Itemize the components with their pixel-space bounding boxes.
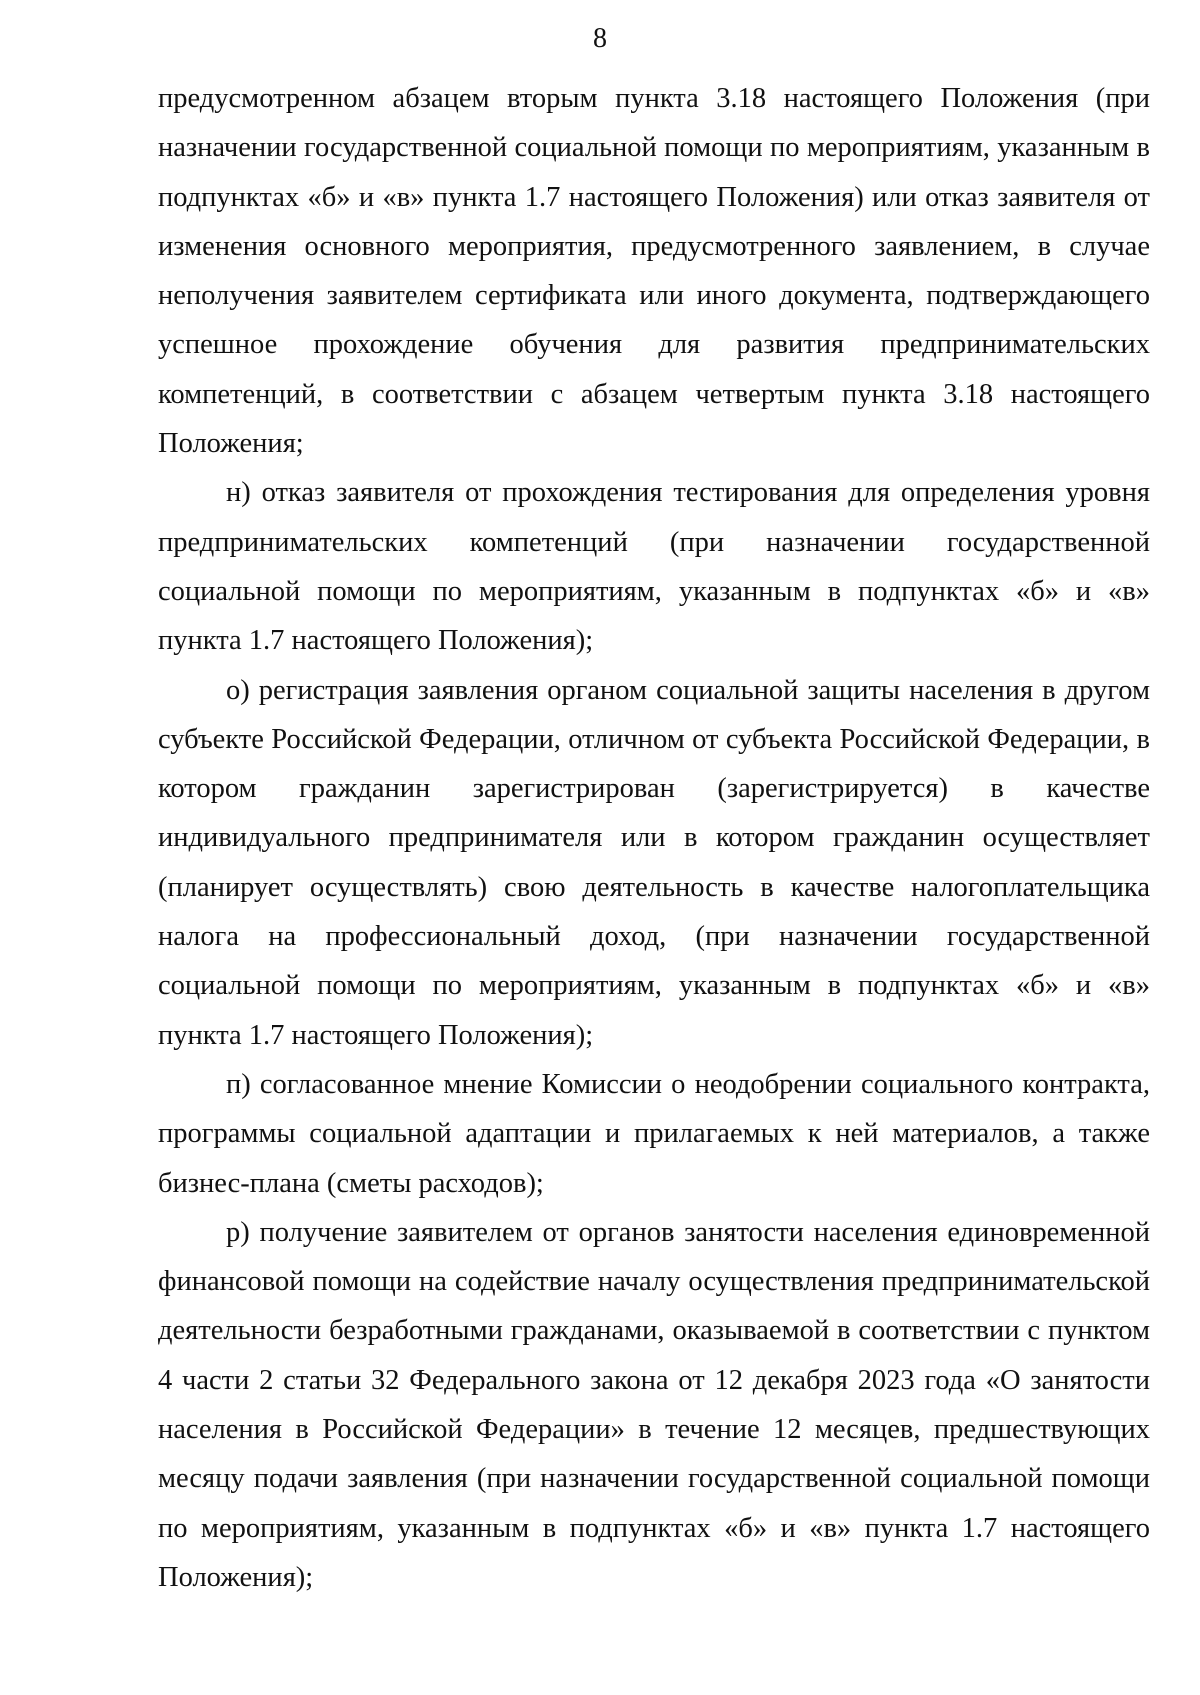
paragraph-item-o: о) регистрация заявления органом социальной защиты населения в другом субъекте Российской Федерации, отличном от субъекта Российской Федерации, в котором гражданин зарегистрирован (зарегистрируется) в качестве индивидуального предпринимателя или в котором гражданин осуществляет (планирует осуществлять) свою деятельность в качестве налогоплательщика налога на профессиональный доход, (при назначении государственной социальной помощи по мероприятиям, указанным в подпунктах «б» и «в» пункта 1.7 настоящего Положения);	[158, 674, 1150, 1051]
page-number: 8	[593, 23, 607, 54]
paragraph-item-n: н) отказ заявителя от прохождения тестирования для определения уровня предпринимательских компетенций (при назначении государственной социальной помощи по мероприятиям, указанным в подпунктах «б» и «в» пункта 1.7 настоящего Положения);	[158, 477, 1150, 657]
paragraph-item-r: р) получение заявителем от органов занятости населения единовременной финансовой помощи на содействие началу осуществления предпринимательской деятельности безработными гражданами, оказываемой в соответствии с пунктом 4 части 2 статьи 32 Федерального закона от 12 декабря 2023 года «О занятости населения в Российской Федерации» в течение 12 месяцев, предшествующих месяцу подачи заявления (при назначении государственной социальной помощи по мероприятиям, указанным в подпунктах «б» и «в» пункта 1.7 настоящего Положения);	[158, 1216, 1150, 1593]
paragraph-continuation: предусмотренном абзацем вторым пункта 3.18 настоящего Положения (при назначении государственной социальной помощи по мероприятиям, указанным в подпунктах «б» и «в» пункта 1.7 настоящего Положения) или отказ заявителя от изменения основного мероприятия, предусмотренного заявлением, в случае неполучения заявителем сертификата или иного документа, подтверждающего успешное прохождение обучения для развития предпринимательских компетенций, в соответствии с абзацем четвертым пункта 3.18 настоящего Положения;	[158, 83, 1150, 460]
document-body	[158, 74, 1150, 1602]
paragraph-item-p: п) согласованное мнение Комиссии о неодобрении социального контракта, программы социальной адаптации и прилагаемых к ней материалов, а также бизнес-плана (сметы расходов);	[158, 1068, 1150, 1199]
